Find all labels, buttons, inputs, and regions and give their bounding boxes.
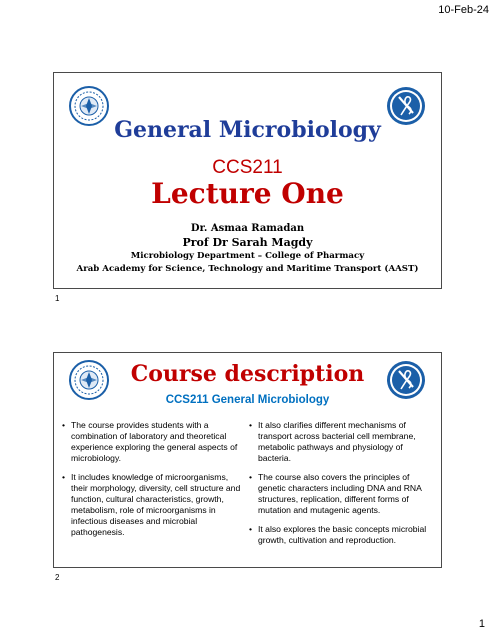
header-date: 10-Feb-24 <box>438 4 489 16</box>
bullet-item: • The course also covers the principles of genetic characters including DNA and RNA structures, replication, different forms of mutation and mutagenic agents. <box>249 472 434 516</box>
bullet-item: • It includes knowledge of microorganisms, their morphology, diversity, cell structure and function, cultural characteristics, growth, metabolism, role of microorganisms in infectious diseases and microbial pathogenesis. <box>62 472 242 538</box>
author-2: Prof Dr Sarah Magdy <box>182 236 313 249</box>
slide-1-number: 1 <box>55 294 60 303</box>
left-bullet-list <box>62 420 242 546</box>
page-number: 1 <box>478 618 485 630</box>
slide-1 <box>53 72 442 289</box>
lecture-title: Lecture One <box>151 177 344 210</box>
slide-1-title: General Microbiology <box>114 117 381 143</box>
department: Microbiology Department – College of Pharmacy <box>130 251 365 261</box>
bullet-item: • It also clarifies different mechanisms of transport across bacterial cell membrane, metabolic pathways and physiology of bacteria. <box>249 420 434 464</box>
bullet-item: • It also explores the basic concepts microbial growth, cultivation and reproduction. <box>249 524 434 546</box>
slide-2-title: Course description <box>130 361 365 387</box>
slide-2 <box>53 352 442 568</box>
author-1: Dr. Asmaa Ramadan <box>190 223 305 234</box>
institution: Arab Academy for Science, Technology and Maritime Transport (AAST) <box>76 264 419 274</box>
course-code: CCS211 <box>212 157 283 178</box>
slide-2-number: 2 <box>55 573 60 582</box>
slide-2-subtitle: CCS211 General Microbiology <box>165 394 330 406</box>
bullet-item: • The course provides students with a combination of laboratory and theoretical experience exploring the general aspects of microbiology. <box>62 420 242 464</box>
right-bullet-list <box>249 420 434 554</box>
